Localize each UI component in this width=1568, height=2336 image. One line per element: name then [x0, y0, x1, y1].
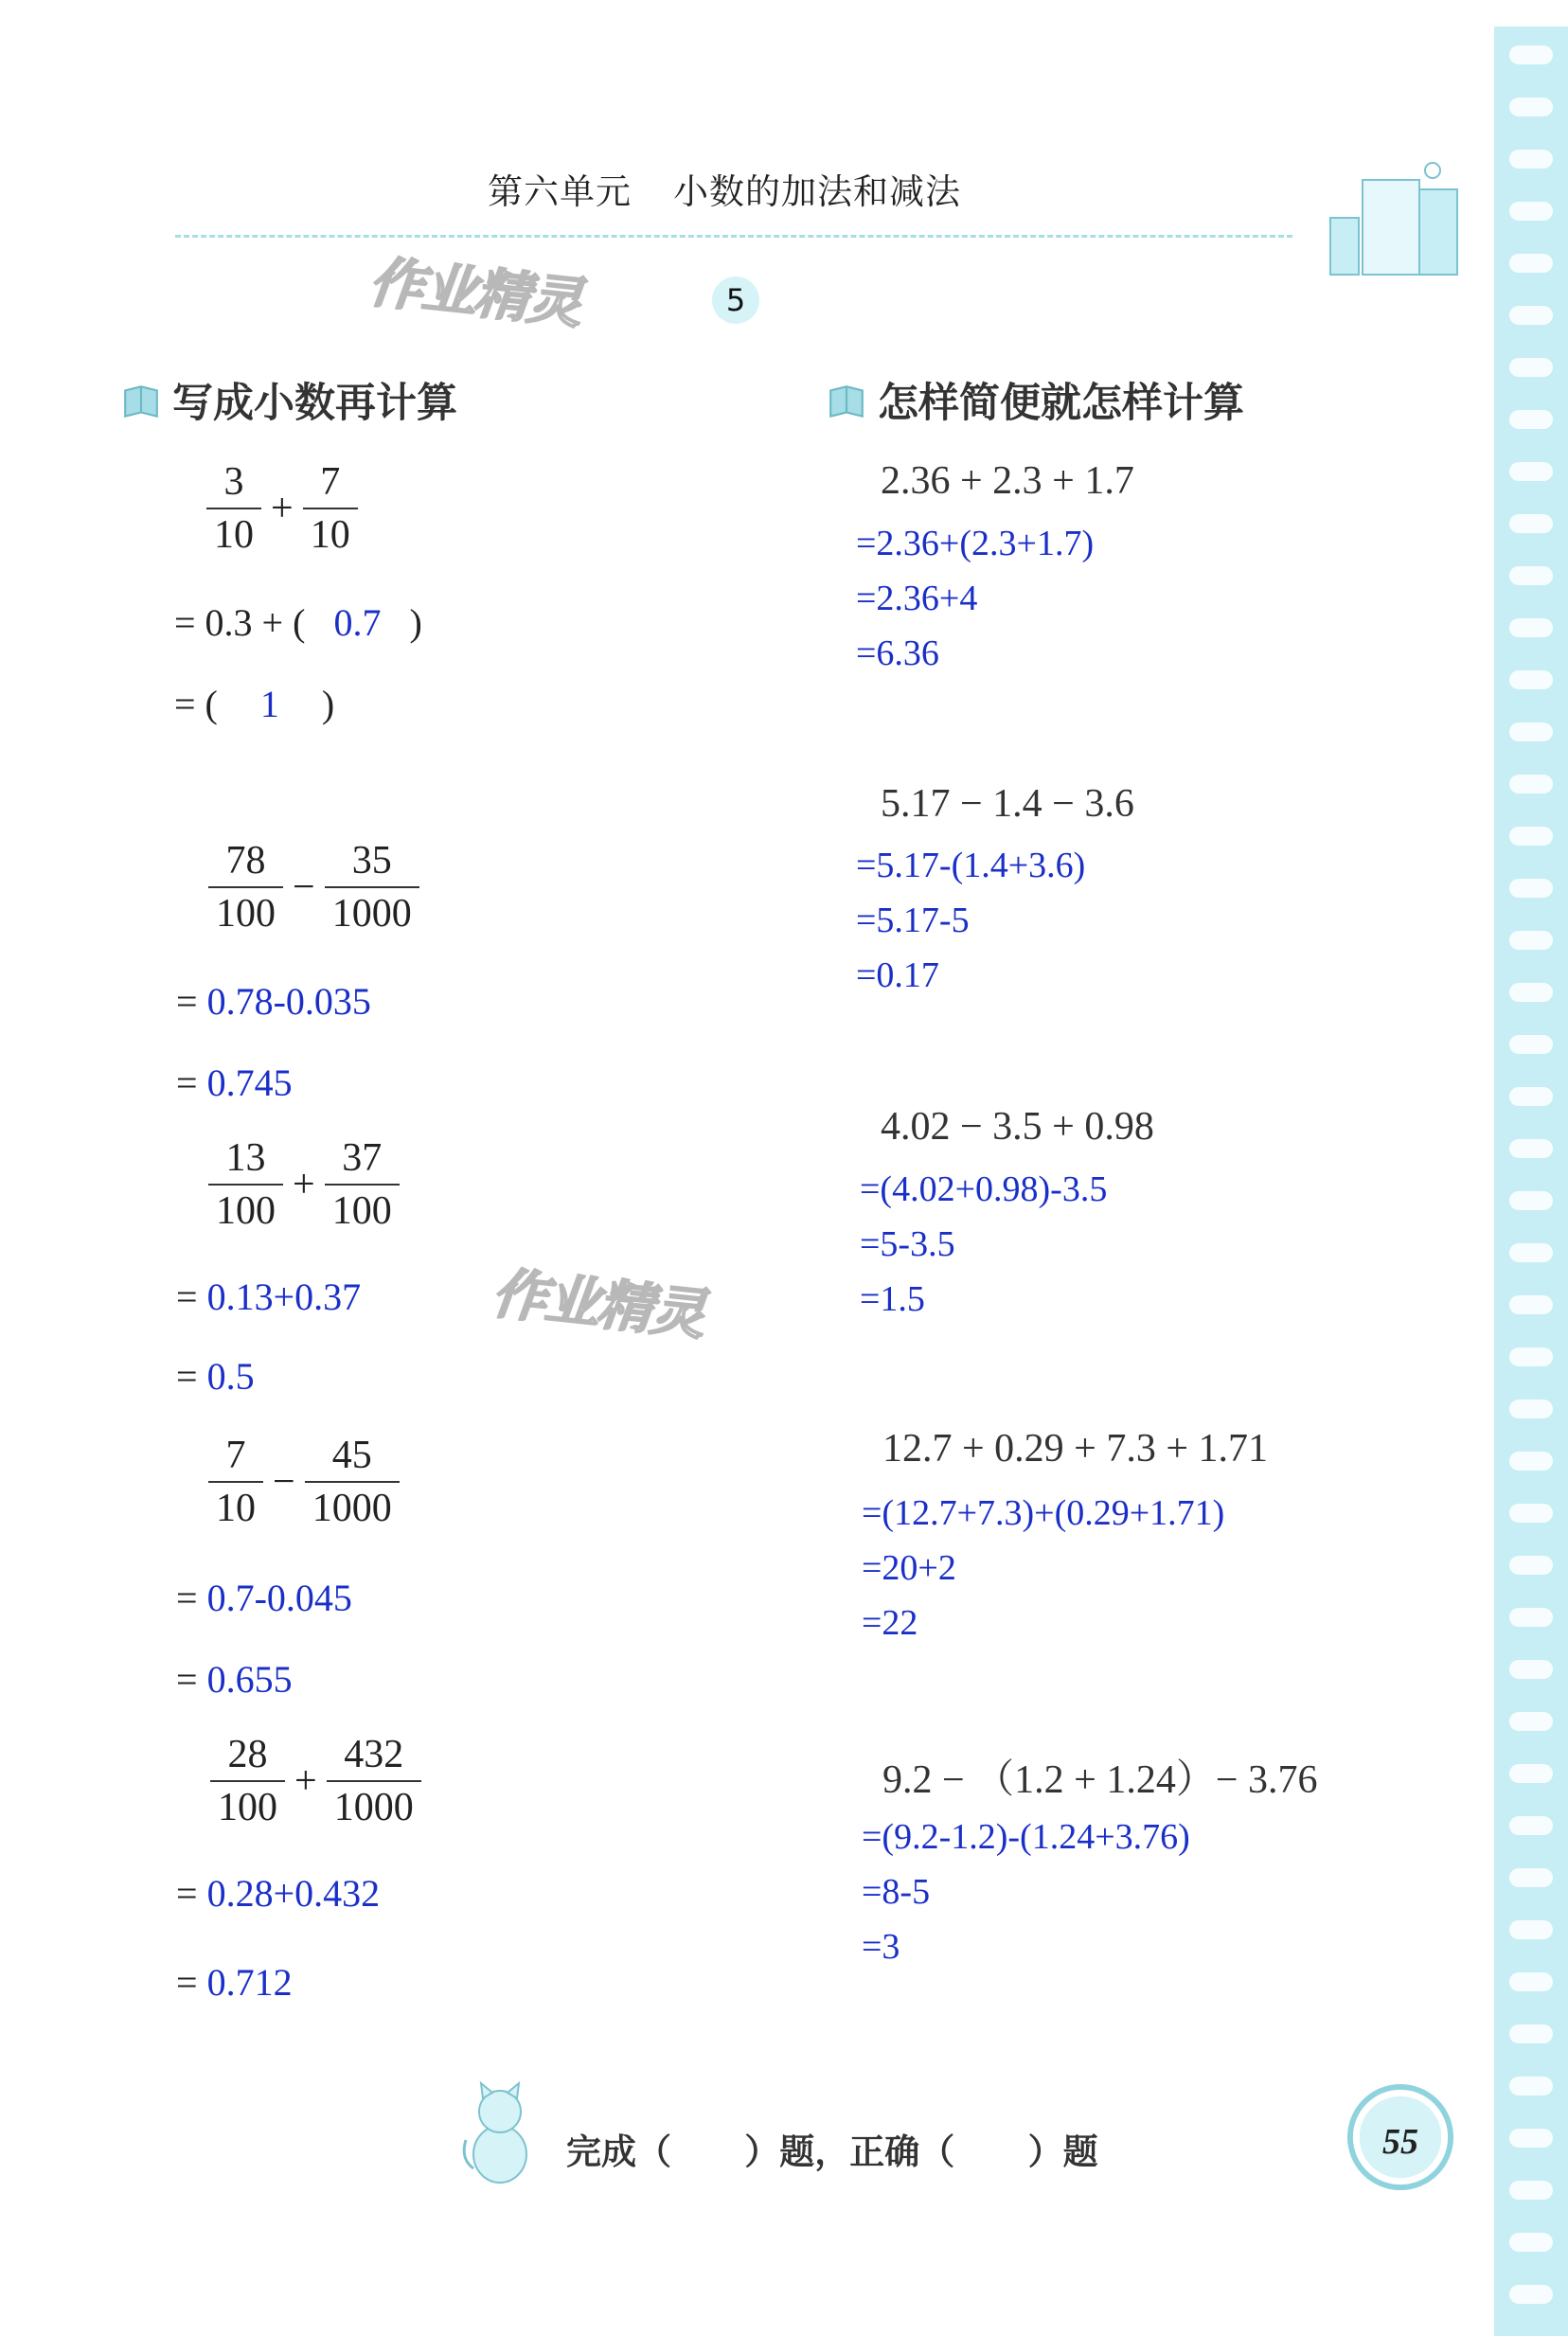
binding-hole: [1509, 306, 1553, 325]
step-line: = 0.7-0.045: [176, 1577, 352, 1619]
binding-hole: [1509, 1764, 1553, 1783]
completion-tally: 完成（ ）题，正确（ ）题: [566, 2131, 1098, 2172]
answer-blank: 0.7: [333, 601, 382, 644]
solution-step: =2.36+(2.3+1.7): [856, 524, 1095, 563]
solution-step: =(9.2-1.2)-(1.24+3.76): [862, 1817, 1190, 1857]
binding-hole: [1509, 514, 1553, 533]
solution-step: =(4.02+0.98)-3.5: [860, 1169, 1108, 1209]
answer-blank: 1: [259, 683, 279, 725]
problem-expression: 9.2 − （1.2 + 1.24）− 3.76: [882, 1758, 1318, 1802]
step-line: = ( 1 ): [174, 683, 335, 725]
binding-hole: [1509, 1972, 1553, 1991]
solution-step: =3: [862, 1927, 900, 1967]
book-icon: [827, 383, 866, 422]
binding-hole: [1509, 827, 1553, 846]
solution-step: =5.17-(1.4+3.6): [856, 846, 1086, 885]
books-illustration: [1321, 152, 1463, 284]
binding-hole: [1509, 2285, 1553, 2304]
spiral-binding: [1494, 27, 1568, 2336]
binding-hole: [1509, 462, 1553, 481]
binding-hole: [1509, 202, 1553, 221]
header-divider: [175, 235, 1292, 238]
unit-label: 第六单元: [488, 173, 632, 212]
solution-step: =5-3.5: [860, 1224, 955, 1264]
binding-hole: [1509, 722, 1553, 741]
binding-hole: [1509, 670, 1553, 689]
binding-hole: [1509, 2233, 1553, 2252]
exercise-number-badge: 5: [712, 276, 759, 324]
fraction-expression: $\frac{78}{100}$ − $\frac{35}{1000}$: [206, 841, 421, 934]
binding-hole: [1509, 45, 1553, 64]
binding-hole: [1509, 1243, 1553, 1262]
step-line: = 0.13+0.37: [176, 1275, 362, 1318]
problem-expression: 4.02 − 3.5 + 0.98: [881, 1105, 1154, 1149]
binding-hole: [1509, 1347, 1553, 1366]
binding-hole: [1509, 1556, 1553, 1575]
step-line: = 0.745: [176, 1061, 293, 1104]
binding-hole: [1509, 1400, 1553, 1418]
binding-hole: [1509, 1139, 1553, 1158]
page-number: 55: [1382, 2122, 1418, 2162]
binding-hole: [1509, 358, 1553, 377]
binding-hole: [1509, 2129, 1553, 2148]
binding-hole: [1509, 1608, 1553, 1627]
binding-hole: [1509, 2077, 1553, 2095]
binding-hole: [1509, 1920, 1553, 1939]
step-line: = 0.712: [176, 1961, 293, 2004]
solution-step: =22: [862, 1603, 918, 1643]
binding-hole: [1509, 879, 1553, 898]
watermark: 作业精灵: [365, 249, 584, 336]
step-line: = 0.655: [176, 1658, 293, 1701]
section-title-left: 写成小数再计算: [121, 371, 457, 429]
binding-hole: [1509, 2024, 1553, 2043]
binding-hole: [1509, 618, 1553, 637]
solution-step: =20+2: [862, 1548, 956, 1588]
binding-hole: [1509, 1452, 1553, 1471]
problem-expression: 2.36 + 2.3 + 1.7: [881, 459, 1134, 503]
step-line: = 0.28+0.432: [176, 1872, 381, 1915]
fraction-expression: $\frac{28}{100}$ + $\frac{432}{1000}$: [208, 1735, 423, 1828]
binding-hole: [1509, 566, 1553, 585]
topic-label: 小数的加法和减法: [673, 173, 961, 212]
binding-hole: [1509, 98, 1553, 116]
section-title-right: 怎样简便就怎样计算: [827, 371, 1244, 429]
solution-step: =0.17: [856, 955, 939, 995]
fraction-expression: $\frac{3}{10}$ + $\frac{7}{10}$: [205, 462, 360, 555]
binding-hole: [1509, 775, 1553, 794]
binding-hole: [1509, 150, 1553, 169]
problem-expression: 12.7 + 0.29 + 7.3 + 1.71: [882, 1427, 1269, 1471]
binding-hole: [1509, 254, 1553, 273]
binding-hole: [1509, 410, 1553, 429]
page-header: [488, 163, 961, 214]
solution-step: =8-5: [862, 1872, 931, 1912]
solution-step: =2.36+4: [856, 579, 978, 618]
book-icon: [121, 383, 161, 422]
fraction-expression: $\frac{7}{10}$ − $\frac{45}{1000}$: [206, 1435, 401, 1528]
binding-hole: [1509, 1191, 1553, 1210]
binding-hole: [1509, 1087, 1553, 1106]
step-line: = 0.3 + ( 0.7 ): [174, 601, 422, 644]
solution-step: =1.5: [860, 1279, 925, 1319]
binding-hole: [1509, 931, 1553, 950]
binding-hole: [1509, 1712, 1553, 1731]
binding-hole: [1509, 983, 1553, 1002]
fraction-expression: $\frac{13}{100}$ + $\frac{37}{100}$: [206, 1138, 401, 1231]
binding-hole: [1509, 1295, 1553, 1314]
step-line: = 0.5: [176, 1355, 255, 1398]
solution-step: =5.17-5: [856, 901, 970, 940]
watermark: 作业精灵: [489, 1260, 707, 1347]
solution-step: =6.36: [856, 633, 939, 673]
step-line: = 0.78-0.035: [176, 980, 371, 1023]
binding-hole: [1509, 1504, 1553, 1523]
problem-expression: 5.17 − 1.4 − 3.6: [881, 782, 1134, 826]
binding-hole: [1509, 1868, 1553, 1887]
binding-hole: [1509, 1816, 1553, 1835]
solution-step: =(12.7+7.3)+(0.29+1.71): [862, 1493, 1225, 1533]
cat-illustration: [453, 2074, 547, 2187]
binding-hole: [1509, 1660, 1553, 1679]
binding-hole: [1509, 2181, 1553, 2200]
binding-hole: [1509, 1035, 1553, 1054]
